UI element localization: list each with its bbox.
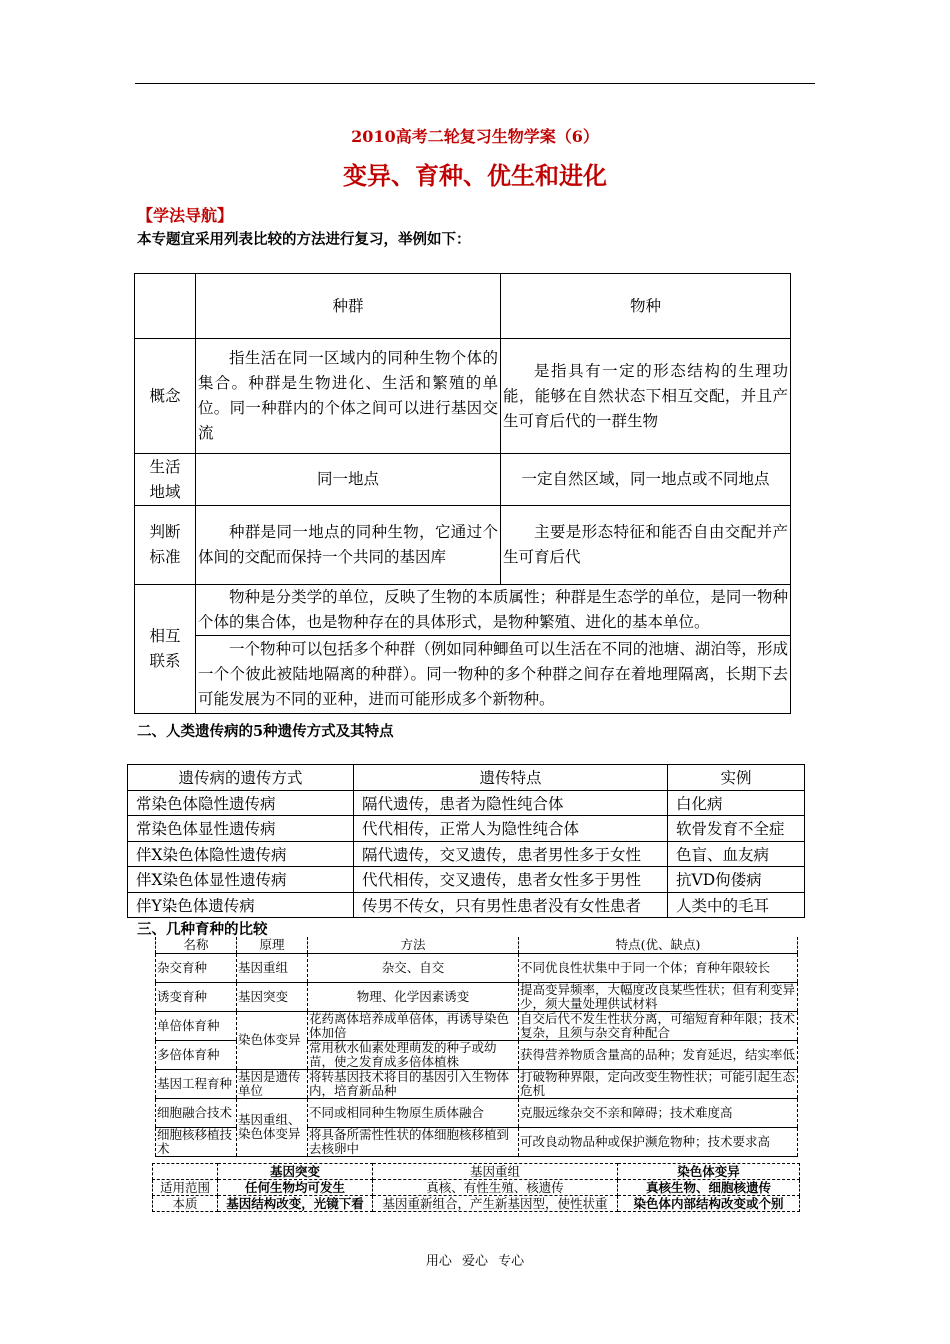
table-cell: 抗VD佝偻病 — [668, 867, 805, 893]
population-cell: 同一地点 — [196, 454, 501, 506]
table-cell: 常用秋水仙素处理萌发的种子或幼苗，使之发育成多倍体植株 — [308, 1040, 519, 1069]
table-row — [128, 816, 805, 842]
table-row — [135, 339, 791, 454]
table-cell: 基因是遗传单位 — [237, 1069, 308, 1098]
table-row — [128, 790, 805, 816]
table-row — [156, 1011, 798, 1040]
table-cell: 获得营养物质含量高的品种；发育延迟，结实率低 — [519, 1040, 798, 1069]
table-row — [135, 454, 791, 506]
table-cell: 人类中的毛耳 — [668, 892, 805, 918]
table-row — [128, 841, 805, 867]
table-cell: 伴X染色体隐性遗传病 — [128, 841, 354, 867]
species-cell: 主要是形态特征和能否自由交配并产生可育后代 — [501, 506, 791, 585]
table-cell: 伴Y染色体遗传病 — [128, 892, 354, 918]
table-cell: 色盲、血友病 — [668, 841, 805, 867]
page-footer: 用心 爱心 专心 — [425, 1254, 525, 1269]
table-cell: 基因结构改变，光镜下看 — [218, 1196, 373, 1212]
document-subtitle: 变异、育种、优生和进化 — [343, 161, 607, 190]
table-header-row — [153, 1164, 800, 1180]
col-population-header: 种群 — [196, 274, 501, 339]
population-species-table — [134, 273, 791, 714]
table-cell: 伴X染色体显性遗传病 — [128, 867, 354, 893]
species-cell: 是指具有一定的形态结构的生理功能，能够在自然状态下相互交配，并且产生可育后代的一群生物 — [501, 339, 791, 454]
table-cell: 提高变异频率，大幅度改良某些性状；但有利变异少，须大量处理供试材料 — [519, 982, 798, 1011]
intro-text: 本专题宜采用列表比较的方法进行复习，举例如下： — [137, 231, 471, 248]
table-header-row — [128, 765, 805, 791]
row-label: 生活地域 — [135, 454, 196, 506]
row-label: 判断标准 — [135, 506, 196, 585]
table-cell: 基因工程育种 — [156, 1069, 237, 1098]
table-header-row — [156, 937, 798, 953]
table-cell: 任何生物均可发生 — [218, 1180, 373, 1196]
genetic-disease-table — [127, 764, 805, 918]
table-row — [156, 1069, 798, 1098]
header-cell — [153, 1164, 218, 1180]
table-row — [153, 1196, 800, 1212]
table-cell: 代代相传，交叉遗传，患者女性多于男性 — [354, 867, 668, 893]
table-cell: 传男不传女，只有男性患者没有女性患者 — [354, 892, 668, 918]
population-cell: 指生活在同一区域内的同种生物个体的集合。种群是生物进化、生活和繁殖的单位。同一种群内的个体之间可以进行基因交流 — [196, 339, 501, 454]
table-row — [156, 1098, 798, 1127]
table-cell: 克服远缘杂交不亲和障碍；技术难度高 — [519, 1098, 798, 1127]
table-cell: 将转基因技术将目的基因引入生物体内，培育新品种 — [308, 1069, 519, 1098]
table-cell: 隔代遗传，交叉遗传，患者男性多于女性 — [354, 841, 668, 867]
corner-cell — [135, 274, 196, 339]
table-cell: 代代相传，正常人为隐性纯合体 — [354, 816, 668, 842]
table-cell: 多倍体育种 — [156, 1040, 237, 1069]
header-cell: 基因突变 — [218, 1164, 373, 1180]
section3-heading: 三、几种育种的比较 — [137, 921, 268, 938]
table-cell: 物理、化学因素诱变 — [308, 982, 519, 1011]
header-rule — [135, 83, 815, 84]
table-cell: 基因重组、染色体变异 — [237, 1098, 308, 1156]
table-cell: 软骨发育不全症 — [668, 816, 805, 842]
table-cell: 不同或相同种生物原生质体融合 — [308, 1098, 519, 1127]
row-label: 概念 — [135, 339, 196, 454]
table-cell: 细胞融合技术 — [156, 1098, 237, 1127]
relation-text-2: 一个物种可以包括多个种群（例如同种鲫鱼可以生活在不同的池塘、湖泊等，形成一个个彼此被陆地隔离的种群）。同一物种的多个种群之间存在着地理隔离，长期下去可能发展为不同的亚种，进而可能形成多个新物种。 — [196, 636, 791, 714]
table-cell: 杂交育种 — [156, 953, 237, 982]
table-cell: 可改良动物品种或保护濒危物种；技术要求高 — [519, 1127, 798, 1156]
table-cell: 单倍体育种 — [156, 1011, 237, 1040]
table-cell: 适用范围 — [153, 1180, 218, 1196]
header-cell: 特点(优、缺点) — [519, 937, 798, 953]
table-cell: 诱变育种 — [156, 982, 237, 1011]
table-cell: 白化病 — [668, 790, 805, 816]
table-row — [135, 506, 791, 585]
table-row — [156, 982, 798, 1011]
table-cell: 基因重组 — [237, 953, 308, 982]
row-label: 相互联系 — [135, 585, 196, 714]
table-row — [153, 1180, 800, 1196]
header-cell: 实例 — [668, 765, 805, 791]
table-cell: 染色体变异 — [237, 1011, 308, 1069]
table-cell: 自交后代不发生性状分离，可缩短育种年限；技术复杂，且须与杂交育种配合 — [519, 1011, 798, 1040]
section2-heading: 二、人类遗传病的5种遗传方式及其特点 — [137, 723, 394, 740]
col-species-header: 物种 — [501, 274, 791, 339]
header-cell: 遗传特点 — [354, 765, 668, 791]
table-cell: 常染色体显性遗传病 — [128, 816, 354, 842]
table-cell: 将具备所需性性状的体细胞核移植到去核卵中 — [308, 1127, 519, 1156]
header-cell: 基因重组 — [373, 1164, 618, 1180]
table-cell: 本质 — [153, 1196, 218, 1212]
table-row — [135, 636, 791, 714]
breeding-comparison-table — [155, 937, 798, 1157]
table-cell: 基因重新组合，产生新基因型，使性状重 — [373, 1196, 618, 1212]
header-cell: 方法 — [308, 937, 519, 953]
table-cell: 细胞核移植技术 — [156, 1127, 237, 1156]
table-cell: 染色体内部结构改变或个别 — [618, 1196, 800, 1212]
table-cell: 常染色体隐性遗传病 — [128, 790, 354, 816]
table-cell: 真核生物、细胞核遗传 — [618, 1180, 800, 1196]
table-row — [156, 953, 798, 982]
header-cell: 染色体变异 — [618, 1164, 800, 1180]
table-cell: 打破物种界限，定向改变生物性状；可能引起生态危机 — [519, 1069, 798, 1098]
table-cell: 花药离体培养成单倍体，再诱导染色体加倍 — [308, 1011, 519, 1040]
table-cell: 杂交、自交 — [308, 953, 519, 982]
relation-text-1: 物种是分类学的单位，反映了生物的本质属性；种群是生态学的单位，是同一物种个体的集合体，也是物种存在的具体形式，是物种繁殖、进化的基本单位。 — [196, 585, 791, 636]
document-title: 2010高考二轮复习生物学案（6） — [351, 127, 599, 146]
table-cell: 不同优良性状集中于同一个体；育种年限较长 — [519, 953, 798, 982]
table-row — [128, 867, 805, 893]
table-row — [128, 892, 805, 918]
table-cell: 基因突变 — [237, 982, 308, 1011]
section-guide-heading: 【学法导航】 — [137, 206, 234, 225]
table-row — [135, 585, 791, 636]
species-cell: 一定自然区域，同一地点或不同地点 — [501, 454, 791, 506]
header-cell: 原理 — [237, 937, 308, 953]
header-cell: 名称 — [156, 937, 237, 953]
population-cell: 种群是同一地点的同种生物，它通过个体间的交配而保持一个共同的基因库 — [196, 506, 501, 585]
table-cell: 真核、有性生殖、核遗传 — [373, 1180, 618, 1196]
variation-comparison-table — [152, 1163, 800, 1212]
table-cell: 隔代遗传，患者为隐性纯合体 — [354, 790, 668, 816]
header-cell: 遗传病的遗传方式 — [128, 765, 354, 791]
